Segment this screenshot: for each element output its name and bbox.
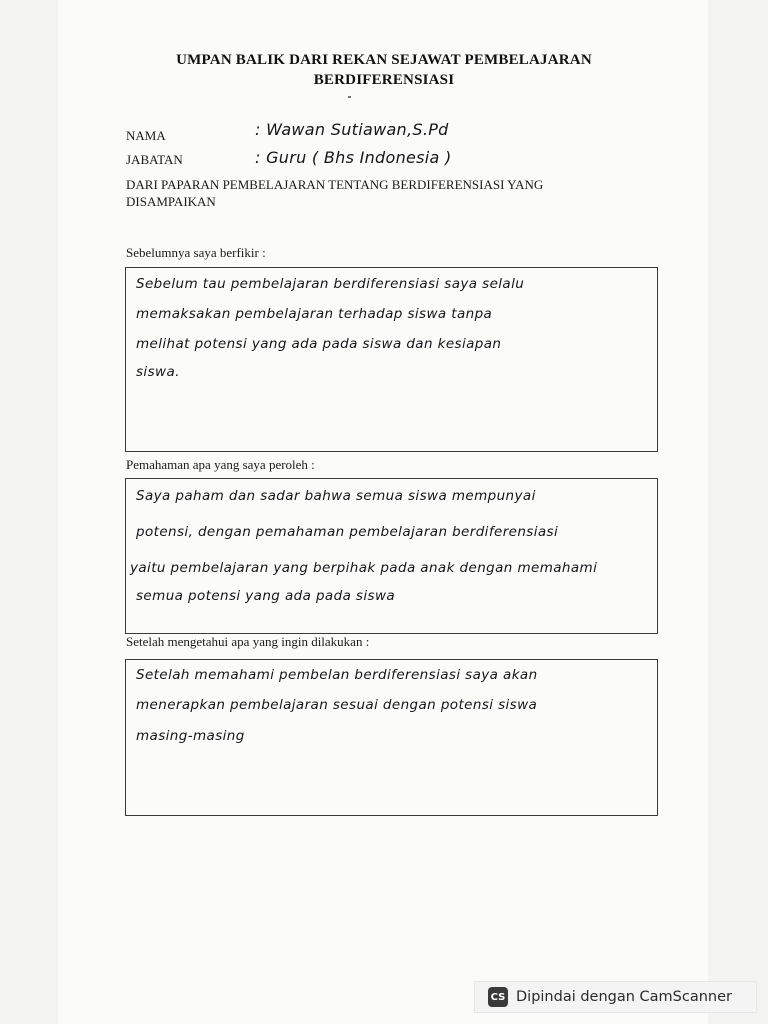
section-1-box bbox=[125, 267, 658, 452]
section-2-line-2: potensi, dengan pemahaman pembelajaran berdiferensiasi bbox=[136, 524, 559, 540]
section-3-line-3: masing-masing bbox=[136, 728, 245, 744]
section-1-line-2: memaksakan pembelajaran terhadap siswa tanpa bbox=[136, 306, 493, 322]
section-3-line-2: menerapkan pembelajaran sesuai dengan potensi siswa bbox=[136, 697, 538, 713]
scan-speck bbox=[348, 96, 351, 98]
section-1-line-1: Sebelum tau pembelajaran berdiferensiasi saya selalu bbox=[136, 276, 525, 292]
camscanner-watermark bbox=[474, 981, 757, 1013]
document-title-line-2: BERDIFERENSIASI bbox=[313, 72, 455, 88]
camscanner-text: Dipindai dengan CamScanner bbox=[516, 989, 733, 1005]
section-2-label: Pemahaman apa yang saya peroleh : bbox=[126, 457, 315, 472]
section-2-line-4: semua potensi yang ada pada siswa bbox=[136, 588, 396, 604]
position-label: JABATAN bbox=[126, 152, 183, 167]
section-2-line-1: Saya paham dan sadar bahwa semua siswa mempunyai bbox=[136, 488, 536, 504]
name-value: : Wawan Sutiawan,S.Pd bbox=[255, 120, 449, 139]
document-title-line-1: UMPAN BALIK DARI REKAN SEJAWAT PEMBELAJARAN bbox=[176, 52, 592, 68]
cs-logo-icon: CS bbox=[488, 987, 508, 1007]
section-3-label: Setelah mengetahui apa yang ingin dilakukan : bbox=[126, 634, 370, 649]
section-3-line-1: Setelah memahami pembelan berdiferensiasi saya akan bbox=[136, 667, 538, 683]
section-1-line-4: siswa. bbox=[136, 364, 180, 380]
position-value: : Guru ( Bhs Indonesia ) bbox=[255, 148, 452, 167]
source-line-2: DISAMPAIKAN bbox=[126, 194, 216, 209]
section-1-label: Sebelumnya saya berfikir : bbox=[126, 245, 266, 260]
name-label: NAMA bbox=[126, 128, 166, 143]
section-2-line-3: yaitu pembelajaran yang berpihak pada anak dengan memahami bbox=[130, 560, 598, 576]
section-1-line-3: melihat potensi yang ada pada siswa dan kesiapan bbox=[136, 336, 502, 352]
source-line-1: DARI PAPARAN PEMBELAJARAN TENTANG BERDIFERENSIASI YANG bbox=[126, 177, 544, 192]
